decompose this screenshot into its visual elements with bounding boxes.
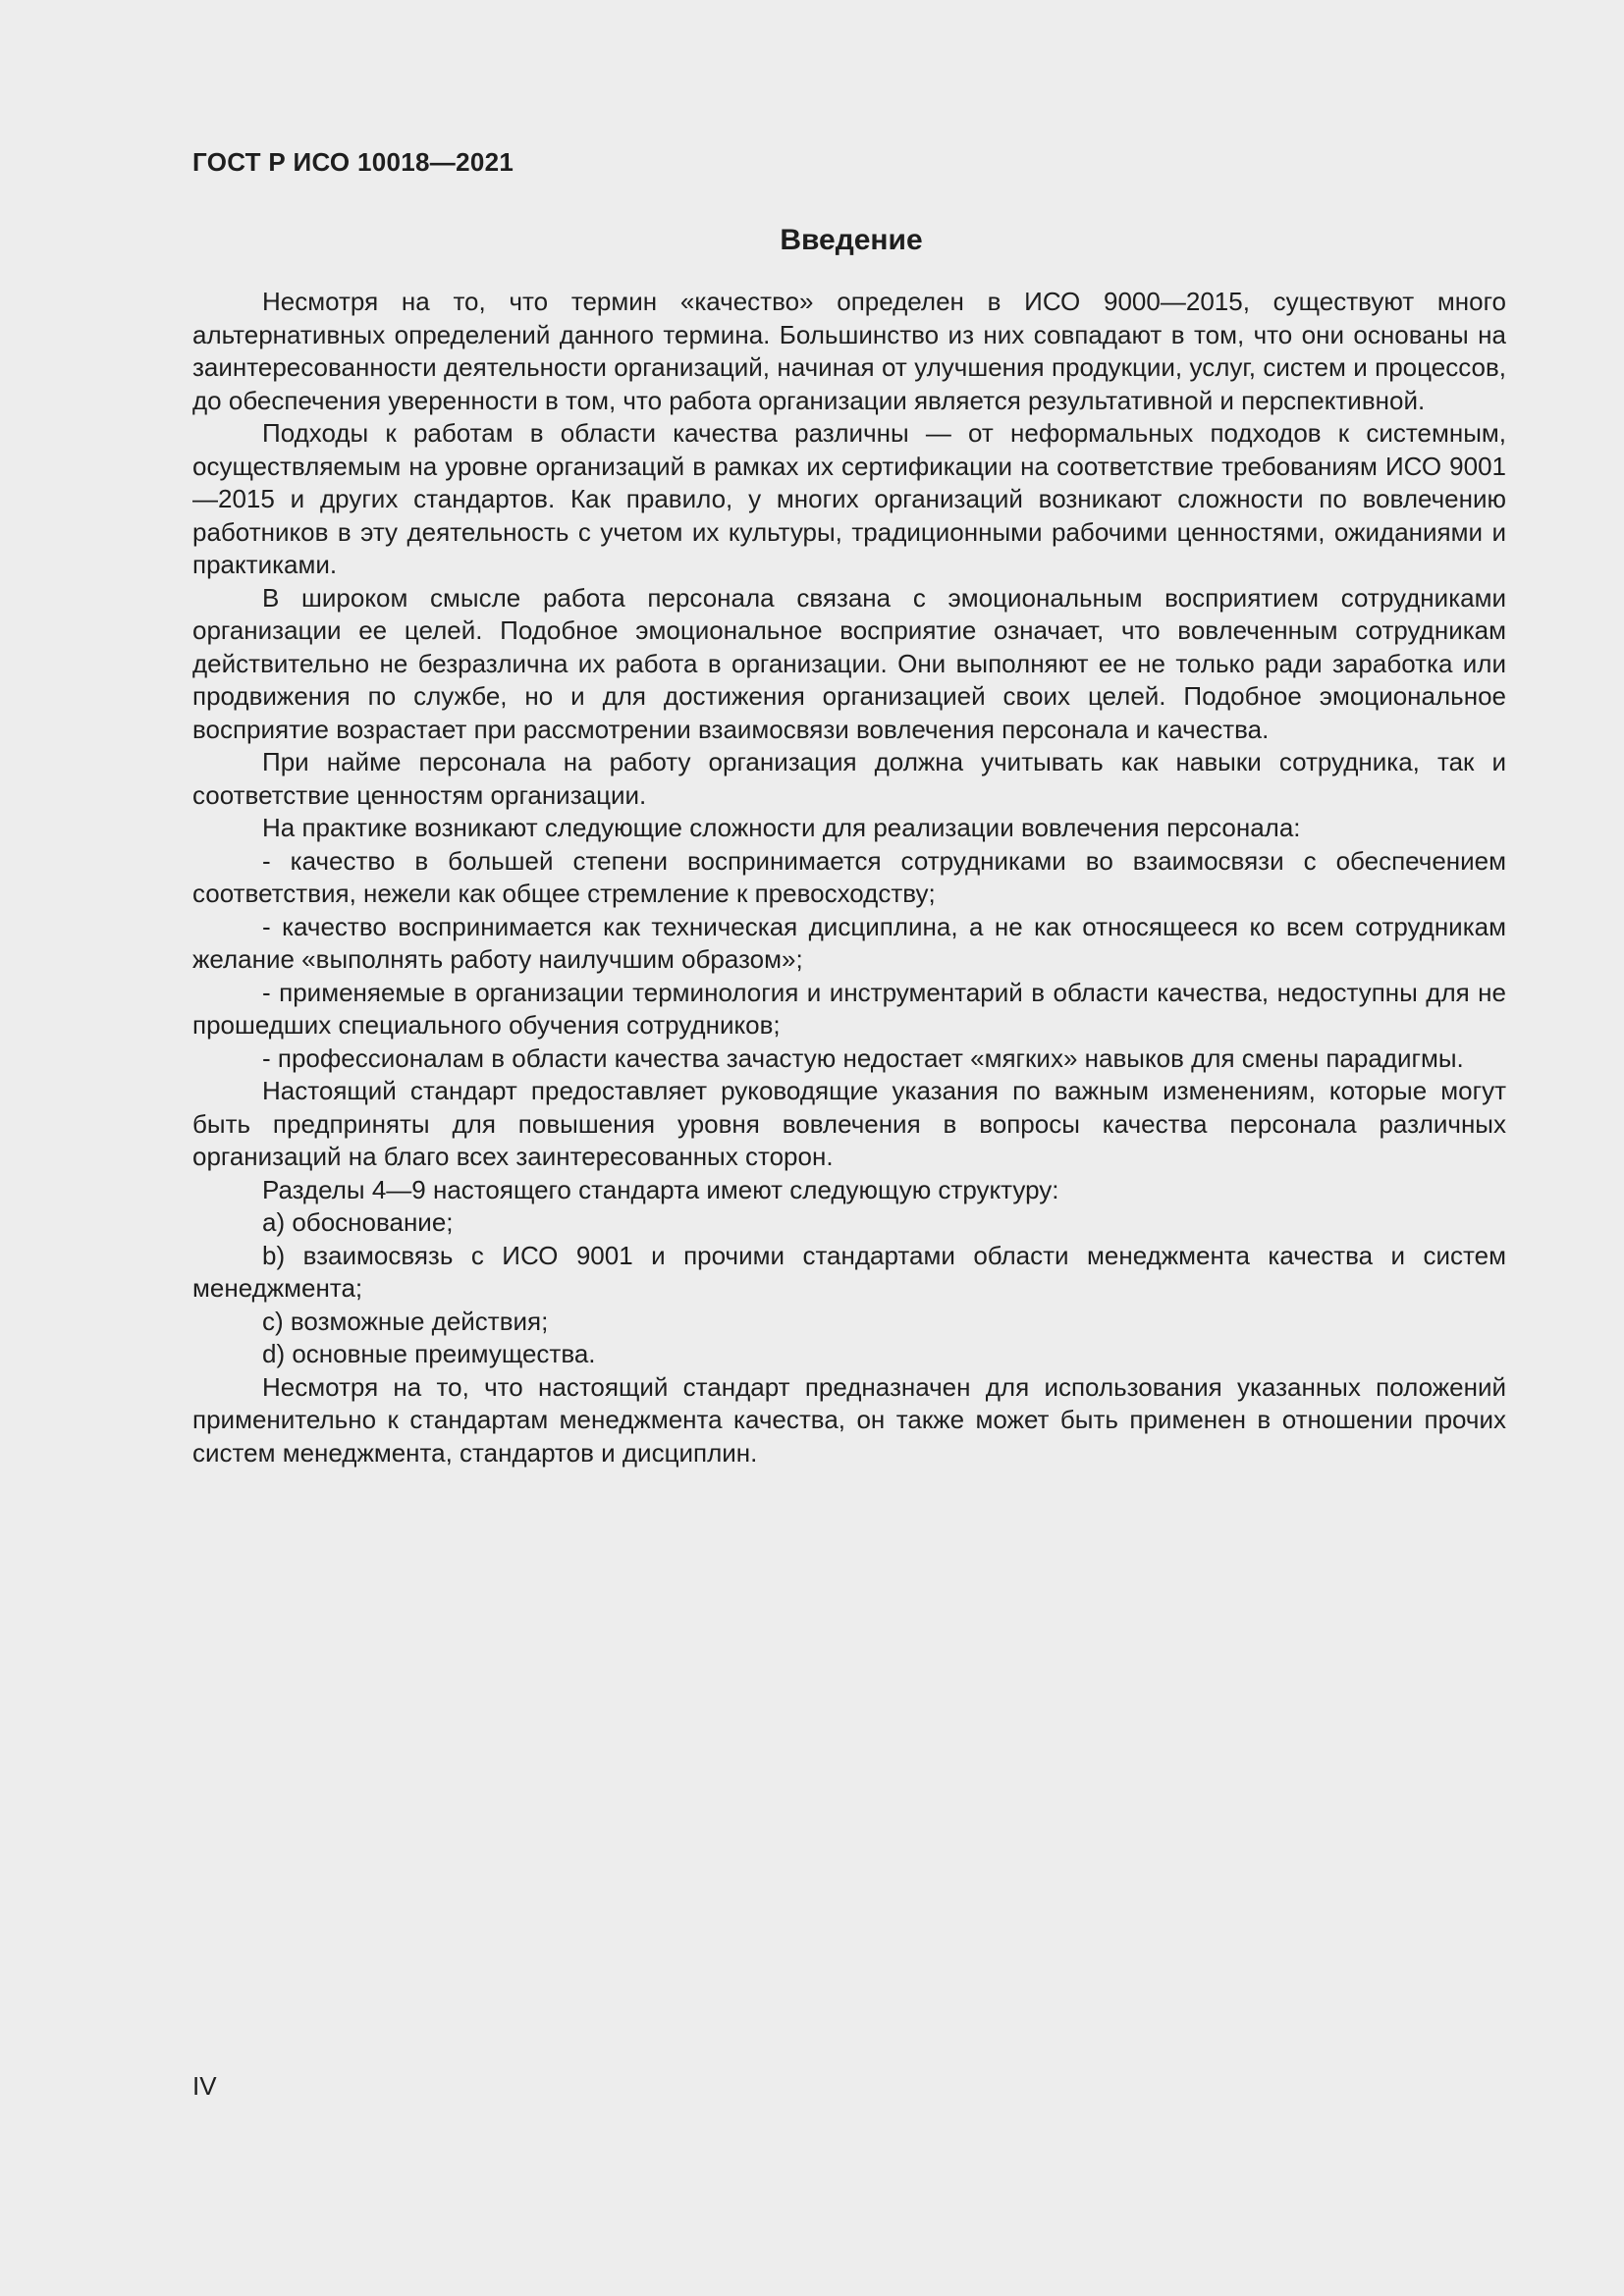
list-item: c) возможные действия;: [262, 1306, 549, 1336]
list-item: - профессионалам в области качества зачастую недостает «мягких» навыков для смены парадигмы.: [262, 1042, 1464, 1073]
paragraph: Несмотря на то, что настоящий стандарт предназначен для использования указанных положений применительно к стандартам менеджмента качества, он также может быть применен в отношении прочих систем менеджмента, стандартов и дисциплин.: [192, 1371, 1506, 1468]
document-header: ГОСТ Р ИСО 10018—2021: [192, 147, 514, 177]
page-number: IV: [192, 2071, 217, 2101]
list-item: - применяемые в организации терминология и инструментарий в области качества, недоступны для не прошедших специального обучения сотрудников;: [192, 977, 1506, 1040]
document-body: [192, 286, 1506, 1469]
list-item: d) основные преимущества.: [262, 1339, 596, 1368]
list-item: a) обоснование;: [262, 1207, 454, 1237]
paragraph: Настоящий стандарт предоставляет руководящие указания по важным изменениям, которые могут быть предприняты для повышения уровня вовлечения в вопросы качества персонала различных организаций на благо всех заинтересованных сторон.: [192, 1076, 1506, 1171]
list-item: - качество в большей степени воспринимается сотрудниками во взаимосвязи с обеспечением соответствия, нежели как общее стремление к превосходству;: [192, 845, 1506, 908]
paragraph: При найме персонала на работу организация должна учитывать как навыки сотрудника, так и соответствие ценностям организации.: [192, 747, 1506, 810]
paragraph: Разделы 4—9 настоящего стандарта имеют следующую структуру:: [262, 1174, 1059, 1204]
paragraph: На практике возникают следующие сложности для реализации вовлечения персонала:: [262, 813, 1301, 842]
section-title: Введение: [780, 224, 923, 256]
paragraph: Подходы к работам в области качества различны — от неформальных подходов к системным, осуществляемым на уровне организаций в рамках их сертификации на соответствие требованиям ИСО 9001—2015 и других стандартов. Как правило, у многих организаций возникают сложности по вовлечению работников в эту деятельность с учетом их культуры, традиционными рабочими ценностями, ожиданиями и практиками.: [192, 418, 1506, 579]
paragraph: Несмотря на то, что термин «качество» определен в ИСО 9000—2015, существуют много альтернативных определений данного термина. Большинство из них совпадают в том, что они основаны на заинтересованности деятельности организаций, начиная от улучшения продукции, услуг, систем и процессов, до обеспечения уверенности в том, что работа организации является результативной и перспективной.: [192, 287, 1506, 415]
list-item: - качество воспринимается как техническая дисциплина, а не как относящееся ко всем сотрудникам желание «выполнять работу наилучшим образом»;: [192, 911, 1506, 974]
list-item: b) взаимосвязь с ИСО 9001 и прочими стандартами области менеджмента качества и систем менеджмента;: [192, 1240, 1506, 1303]
paragraph: В широком смысле работа персонала связана с эмоциональным восприятием сотрудниками организации ее целей. Подобное эмоциональное восприятие означает, что вовлеченным сотрудникам действительно не безразлична их работа в организации. Они выполняют ее не только ради заработка или продвижения по службе, но и для достижения организацией своих целей. Подобное эмоциональное восприятие возрастает при рассмотрении взаимосвязи вовлечения персонала и качества.: [192, 582, 1506, 744]
